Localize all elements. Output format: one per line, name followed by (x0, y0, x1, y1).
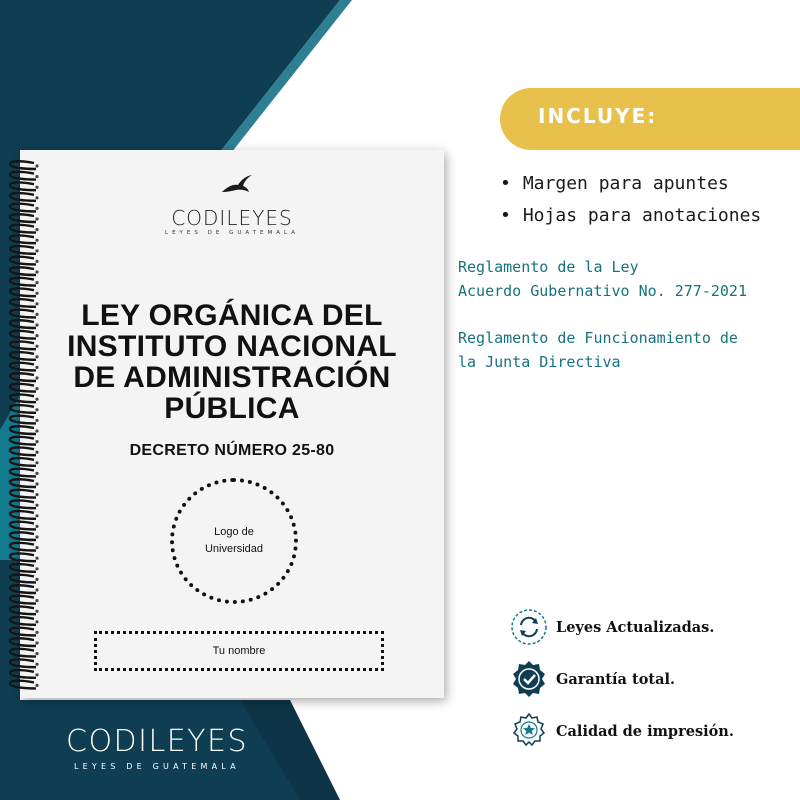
spiral-hole (35, 514, 38, 517)
spiral-coil (10, 331, 36, 339)
spiral-hole (35, 641, 38, 644)
spiral-hole (35, 578, 38, 581)
spiral-coil (10, 670, 36, 678)
spiral-coil (10, 500, 36, 508)
spiral-hole (35, 323, 38, 326)
refresh-icon (510, 608, 548, 646)
spiral-coil (10, 267, 36, 275)
spiral-hole (35, 355, 38, 358)
spiral-coil (10, 426, 36, 434)
spiral-hole (35, 684, 38, 687)
spiral-coil (10, 384, 36, 392)
check-badge-icon (510, 660, 548, 698)
regulation-block (458, 326, 738, 374)
feature-updated-laws (510, 608, 714, 646)
spiral-coil (10, 373, 36, 381)
includes-banner (500, 88, 800, 150)
spiral-coil (10, 659, 36, 667)
spiral-hole (35, 249, 38, 252)
spiral-coil (10, 638, 36, 646)
spiral-coil (10, 606, 36, 614)
spiral-hole (35, 588, 38, 591)
spiral-coil (10, 596, 36, 604)
notebook-brand-subtitle: LEYES DE GUATEMALA (165, 230, 299, 236)
spiral-hole (35, 270, 38, 273)
feature-print-quality (510, 712, 734, 750)
spiral-coil (10, 575, 36, 583)
spiral-coil (10, 172, 36, 180)
spiral-hole (35, 408, 38, 411)
spiral-coil (10, 543, 36, 551)
spiral-hole (35, 398, 38, 401)
spiral-coil (10, 341, 36, 349)
spiral-hole (35, 239, 38, 242)
spiral-coil (10, 628, 36, 636)
spiral-hole (35, 186, 38, 189)
regulation-line: Reglamento de la Ley (458, 258, 639, 276)
spiral-coil (10, 416, 36, 424)
spiral-coil (10, 288, 36, 296)
university-logo-placeholder (170, 478, 298, 604)
spiral-coil (10, 490, 36, 498)
spiral-hole (35, 599, 38, 602)
spiral-hole (35, 461, 38, 464)
spiral-coil (10, 246, 36, 254)
name-placeholder: Tu nombre (94, 631, 384, 671)
spiral-coil (10, 235, 36, 243)
spiral-hole (35, 302, 38, 305)
spiral-coil (10, 564, 36, 572)
logo-placeholder-line1: Logo de (214, 526, 254, 538)
spiral-hole (35, 366, 38, 369)
notebook-cover (20, 150, 444, 698)
spiral-hole (35, 482, 38, 485)
regulation-line: Reglamento de Funcionamiento de (458, 329, 738, 347)
spiral-hole (35, 419, 38, 422)
spiral-coil (10, 352, 36, 360)
includes-list (500, 168, 761, 232)
spiral-coil (10, 394, 36, 402)
spiral-coil (10, 182, 36, 190)
spiral-coil (10, 469, 36, 477)
spiral-hole (35, 535, 38, 538)
spiral-coil (10, 522, 36, 530)
spiral-hole (35, 345, 38, 348)
spiral-hole (35, 493, 38, 496)
spiral-coil (10, 617, 36, 625)
spiral-hole (35, 334, 38, 337)
feature-label: Calidad de impresión. (556, 722, 734, 740)
spiral-coil (10, 649, 36, 657)
spiral-coil (10, 193, 36, 201)
spiral-hole (35, 376, 38, 379)
spiral-hole (35, 557, 38, 560)
list-item: • Hojas para anotaciones (500, 200, 761, 232)
spiral-coil (10, 363, 36, 371)
spiral-hole (35, 504, 38, 507)
spiral-coil (10, 553, 36, 561)
feature-label: Leyes Actualizadas. (556, 618, 715, 636)
spiral-hole (35, 620, 38, 623)
spiral-hole (35, 525, 38, 528)
spiral-hole (35, 281, 38, 284)
spiral-coil (10, 310, 36, 318)
spiral-hole (35, 260, 38, 263)
spiral-hole (35, 652, 38, 655)
spiral-hole (35, 164, 38, 167)
spiral-hole (35, 429, 38, 432)
regulation-line: Acuerdo Gubernativo No. 277-2021 (458, 282, 747, 300)
spiral-coil (10, 405, 36, 413)
spiral-binding (6, 160, 46, 690)
spiral-hole (35, 546, 38, 549)
spiral-hole (35, 313, 38, 316)
spiral-hole (35, 631, 38, 634)
spiral-coil (10, 320, 36, 328)
law-title: LEY ORGÁNICA DEL INSTITUTO NACIONAL DE ADMINISTRACIÓN PÚBLICA (67, 299, 397, 425)
notebook-brand: CODILEYES (171, 206, 293, 230)
spiral-coil (10, 511, 36, 519)
spiral-hole (35, 663, 38, 666)
feature-label: Garantía total. (556, 670, 676, 688)
bird-logo-icon (220, 172, 254, 198)
spiral-coil (10, 257, 36, 265)
spiral-hole (35, 567, 38, 570)
logo-placeholder-line2: Universidad (204, 543, 264, 555)
spiral-coil (10, 299, 36, 307)
spiral-coil (10, 681, 36, 689)
spiral-hole (35, 610, 38, 613)
footer-brand-subtitle: LEYES DE GUATEMALA (74, 762, 240, 771)
spiral-coil (10, 278, 36, 286)
spiral-coil (10, 532, 36, 540)
spiral-hole (35, 472, 38, 475)
footer-brand: CODILEYES (66, 724, 249, 759)
regulation-block (458, 255, 747, 303)
includes-heading: INCLUYE: (538, 104, 658, 128)
spiral-hole (35, 196, 38, 199)
spiral-hole (35, 387, 38, 390)
regulation-line: la Junta Directiva (458, 353, 621, 371)
spiral-coil (10, 585, 36, 593)
feature-guarantee (510, 660, 675, 698)
spiral-hole (35, 673, 38, 676)
quality-star-icon (510, 712, 548, 750)
decree-number: DECRETO NÚMERO 25-80 (129, 442, 335, 459)
spiral-hole (35, 175, 38, 178)
spiral-coil (10, 161, 36, 169)
spiral-hole (35, 292, 38, 295)
list-item: • Margen para apuntes (500, 168, 761, 200)
spiral-coil (10, 479, 36, 487)
